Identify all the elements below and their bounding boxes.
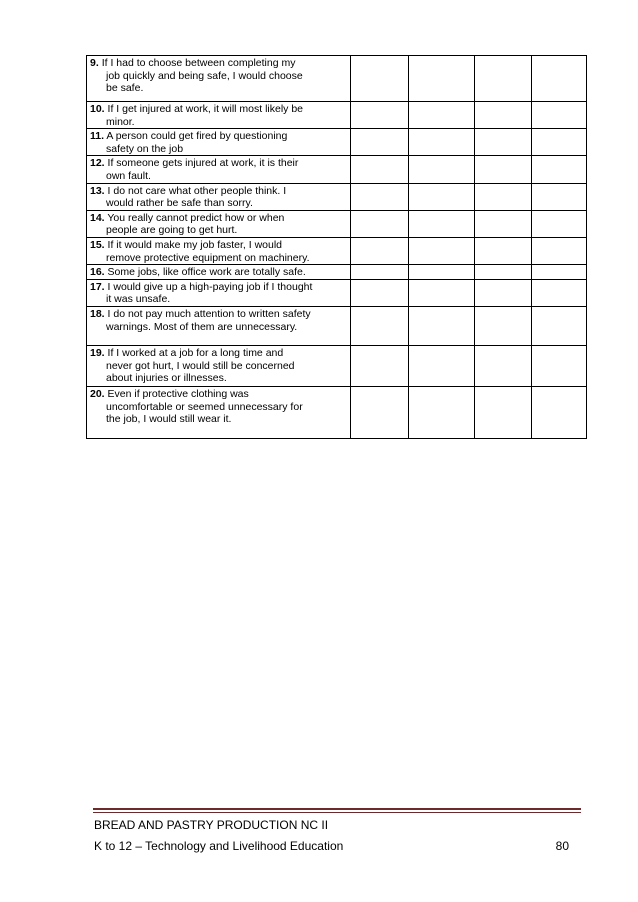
response-cell-1[interactable] [351,237,409,264]
question-number: 17. [90,280,105,293]
question-first-line [90,103,347,116]
question-number: 14. [90,211,105,224]
question-statement [87,102,351,129]
question-row [87,210,587,237]
response-cell-4[interactable] [532,386,587,438]
footer-rule-thin [93,812,581,813]
question-first-line [90,239,347,252]
question-text: uncomfortable or seemed unnecessary for [106,400,303,413]
question-text: job quickly and being safe, I would choose [106,69,303,82]
question-first-line [90,308,347,321]
question-text: If I worked at a job for a long time and [107,346,284,359]
question-statement [87,345,351,386]
question-text: safety on the job [106,142,184,155]
response-cell-1[interactable] [351,210,409,237]
response-cell-3[interactable] [475,56,532,102]
question-text: If I had to choose between completing my [101,57,296,69]
response-cell-2[interactable] [409,129,475,156]
response-cell-3[interactable] [475,306,532,345]
question-row [87,183,587,210]
question-text: about injuries or illnesses. [106,372,227,385]
footer-title: BREAD AND PASTRY PRODUCTION NC II [94,818,329,832]
response-cell-2[interactable] [409,156,475,183]
question-text: would rather be safe than sorry. [106,197,253,210]
question-row [87,279,587,306]
question-text: I do not care what other people think. I [107,184,287,197]
response-cell-1[interactable] [351,156,409,183]
question-statement [87,210,351,237]
question-text: it was unsafe. [106,293,171,306]
response-cell-3[interactable] [475,279,532,306]
response-cell-2[interactable] [409,102,475,129]
response-cell-1[interactable] [351,56,409,102]
question-statement [87,279,351,306]
question-text: never got hurt, I would still be concerned [106,359,295,372]
response-cell-3[interactable] [475,265,532,280]
response-cell-2[interactable] [409,183,475,210]
question-text: Even if protective clothing was [107,387,249,400]
response-cell-1[interactable] [351,345,409,386]
question-row [87,237,587,264]
question-text: the job, I would still wear it. [106,413,232,426]
question-statement [87,265,351,280]
response-cell-3[interactable] [475,345,532,386]
question-first-line [90,57,347,70]
question-statement [87,56,351,102]
response-cell-1[interactable] [351,306,409,345]
response-cell-3[interactable] [475,210,532,237]
response-cell-2[interactable] [409,56,475,102]
question-statement [87,306,351,345]
question-statement [87,183,351,210]
question-row [87,56,587,102]
response-cell-4[interactable] [532,237,587,264]
response-cell-1[interactable] [351,183,409,210]
response-cell-2[interactable] [409,265,475,280]
response-cell-4[interactable] [532,210,587,237]
question-number: 18. [90,307,105,320]
question-text: warnings. Most of them are unnecessary. [106,320,298,333]
response-cell-4[interactable] [532,265,587,280]
question-first-line [90,130,347,143]
question-text: own fault. [106,169,151,182]
response-cell-4[interactable] [532,279,587,306]
question-number: 11. [90,130,105,143]
question-first-line [90,347,347,360]
question-text: You really cannot predict how or when [107,211,285,224]
question-text: I do not pay much attention to written safety [107,307,311,320]
response-cell-3[interactable] [475,237,532,264]
response-cell-2[interactable] [409,306,475,345]
question-row [87,386,587,438]
response-cell-4[interactable] [532,183,587,210]
question-first-line [90,185,347,198]
question-statement [87,129,351,156]
response-cell-4[interactable] [532,129,587,156]
question-text: A person could get fired by questioning [106,130,288,143]
page-footer [93,808,581,853]
question-number: 20. [90,387,105,400]
response-cell-4[interactable] [532,56,587,102]
question-text: If I get injured at work, it will most likely be [107,103,304,115]
response-cell-1[interactable] [351,279,409,306]
question-number: 9. [90,57,99,69]
question-text: If someone gets injured at work, it is their [107,157,299,170]
question-text: remove protective equipment on machinery. [106,251,310,264]
question-first-line [90,388,347,401]
response-cell-4[interactable] [532,345,587,386]
question-first-line [90,212,347,225]
question-first-line [90,157,347,170]
question-number: 12. [90,157,105,170]
footer-subtitle: K to 12 – Technology and Livelihood Education [94,839,344,853]
question-row [87,306,587,345]
question-statement [87,386,351,438]
response-cell-2[interactable] [409,237,475,264]
question-statement [87,237,351,264]
response-cell-1[interactable] [351,102,409,129]
question-row [87,129,587,156]
response-cell-2[interactable] [409,210,475,237]
page-number: 80 [555,839,569,853]
response-cell-3[interactable] [475,386,532,438]
response-cell-3[interactable] [475,156,532,183]
question-first-line [90,266,347,279]
question-row [87,265,587,280]
footer-rule-thick [93,808,581,810]
question-row [87,102,587,129]
response-cell-4[interactable] [532,156,587,183]
question-row [87,156,587,183]
question-text: Some jobs, like office work are totally safe. [107,266,306,279]
response-cell-1[interactable] [351,265,409,280]
response-cell-4[interactable] [532,306,587,345]
response-cell-3[interactable] [475,183,532,210]
question-statement [87,156,351,183]
questionnaire-table [86,55,587,439]
response-cell-1[interactable] [351,129,409,156]
question-text: I would give up a high-paying job if I thought [107,280,313,293]
response-cell-3[interactable] [475,102,532,129]
response-cell-2[interactable] [409,345,475,386]
question-text: be safe. [106,82,144,95]
question-number: 10. [90,103,105,115]
question-text: people are going to get hurt. [106,224,238,237]
question-number: 13. [90,184,105,197]
question-number: 16. [90,266,105,279]
question-number: 19. [90,346,105,359]
response-cell-3[interactable] [475,129,532,156]
question-text: If it would make my job faster, I would [107,238,283,251]
question-number: 15. [90,238,105,251]
question-first-line [90,281,347,294]
response-cell-1[interactable] [351,386,409,438]
response-cell-4[interactable] [532,102,587,129]
question-row [87,345,587,386]
response-cell-2[interactable] [409,386,475,438]
question-text: minor. [106,115,135,128]
response-cell-2[interactable] [409,279,475,306]
